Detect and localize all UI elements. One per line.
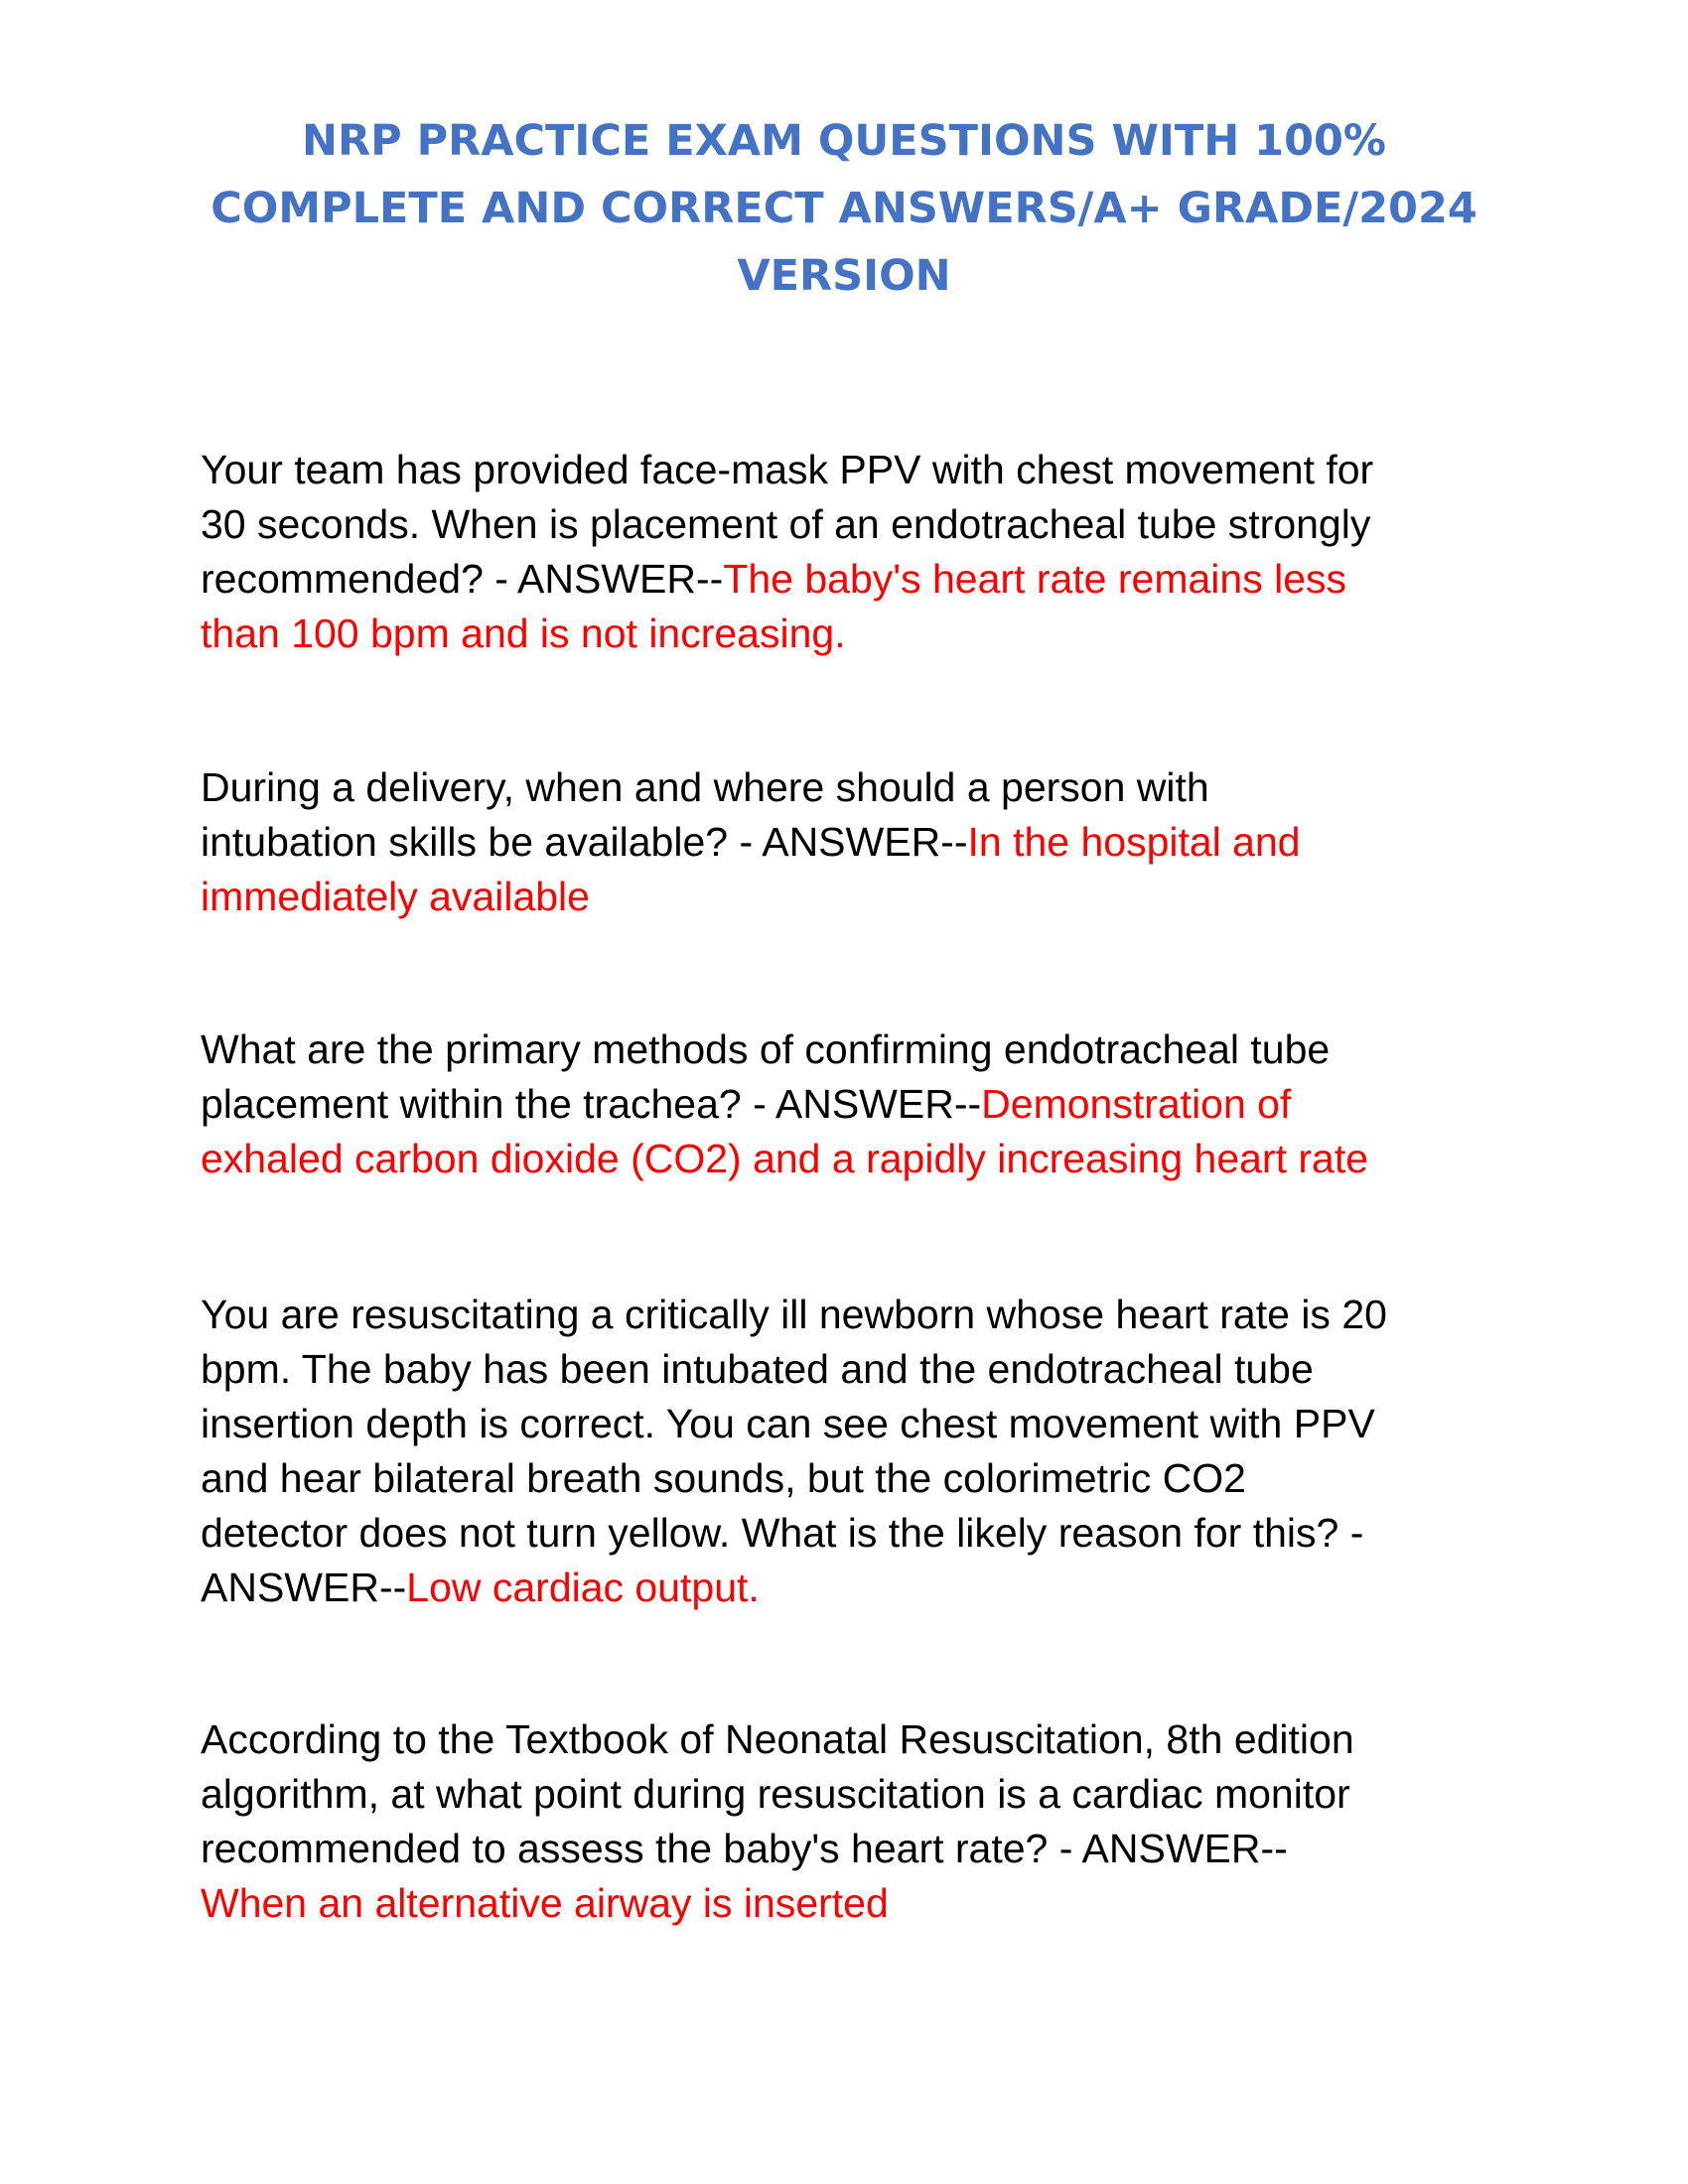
question-text: recommended to assess the baby's heart rate? - ANSWER-- — [201, 1826, 1288, 1871]
document-title — [149, 107, 1539, 310]
question-text: You are resuscitating a critically ill newborn whose heart rate is 20 — [201, 1292, 1387, 1337]
qa-item — [201, 1712, 1521, 1931]
text-line — [201, 607, 1521, 661]
answer-text: When an alternative airway is inserted — [201, 1880, 889, 1926]
qa-item — [201, 760, 1521, 924]
qa-item — [201, 1023, 1521, 1186]
question-text: detector does not turn yellow. What is the likely reason for this? - — [201, 1510, 1364, 1556]
answer-text: exhaled carbon dioxide (CO2) and a rapidly increasing heart rate — [201, 1136, 1369, 1181]
question-text: 30 seconds. When is placement of an endotracheal tube strongly — [201, 501, 1371, 547]
text-line — [201, 1712, 1521, 1767]
title-line: NRP PRACTICE EXAM QUESTIONS WITH 100% — [301, 116, 1387, 166]
question-text: placement within the trachea? - ANSWER-- — [201, 1081, 982, 1127]
question-text: insertion depth is correct. You can see chest movement with PPV — [201, 1401, 1375, 1446]
question-text: What are the primary methods of confirming endotracheal tube — [201, 1026, 1331, 1072]
text-line — [201, 497, 1521, 552]
text-line — [201, 870, 1521, 924]
answer-text: than 100 bpm and is not increasing. — [201, 611, 846, 656]
text-line — [201, 1397, 1521, 1451]
answer-text: Low cardiac output. — [406, 1565, 760, 1610]
question-text: Your team has provided face-mask PPV with chest movement for — [201, 447, 1374, 492]
text-line — [201, 1451, 1521, 1506]
question-text: ANSWER-- — [201, 1565, 407, 1610]
text-line — [201, 1876, 1521, 1931]
text-line — [201, 1077, 1521, 1132]
text-line — [201, 1561, 1521, 1615]
text-line — [201, 1342, 1521, 1397]
question-text: intubation skills be available? - ANSWER-- — [201, 819, 968, 865]
text-line — [201, 1822, 1521, 1876]
qa-item — [201, 443, 1521, 661]
text-line — [201, 1132, 1521, 1186]
text-line — [201, 1506, 1521, 1561]
text-line — [201, 1767, 1521, 1822]
question-text: During a delivery, when and where should a person with — [201, 764, 1209, 810]
question-text: According to the Textbook of Neonatal Resuscitation, 8th edition — [201, 1716, 1354, 1762]
question-text: bpm. The baby has been intubated and the endotracheal tube — [201, 1346, 1314, 1392]
question-text: and hear bilateral breath sounds, but the colorimetric CO2 — [201, 1455, 1246, 1501]
title-line: COMPLETE AND CORRECT ANSWERS/A+ GRADE/2024 — [211, 184, 1477, 233]
text-line — [201, 552, 1521, 607]
answer-text: The baby's heart rate remains less — [723, 556, 1347, 602]
qa-item — [201, 1288, 1521, 1615]
title-line: VERSION — [737, 251, 951, 301]
text-line — [201, 760, 1521, 815]
text-line — [201, 443, 1521, 497]
text-line — [201, 815, 1521, 870]
answer-text: immediately available — [201, 874, 590, 919]
question-text: algorithm, at what point during resuscitation is a cardiac monitor — [201, 1771, 1350, 1817]
answer-text: In the hospital and — [967, 819, 1301, 865]
text-line — [201, 1023, 1521, 1077]
question-text: recommended? - ANSWER-- — [201, 556, 724, 602]
text-line — [201, 1288, 1521, 1342]
answer-text: Demonstration of — [981, 1081, 1292, 1127]
